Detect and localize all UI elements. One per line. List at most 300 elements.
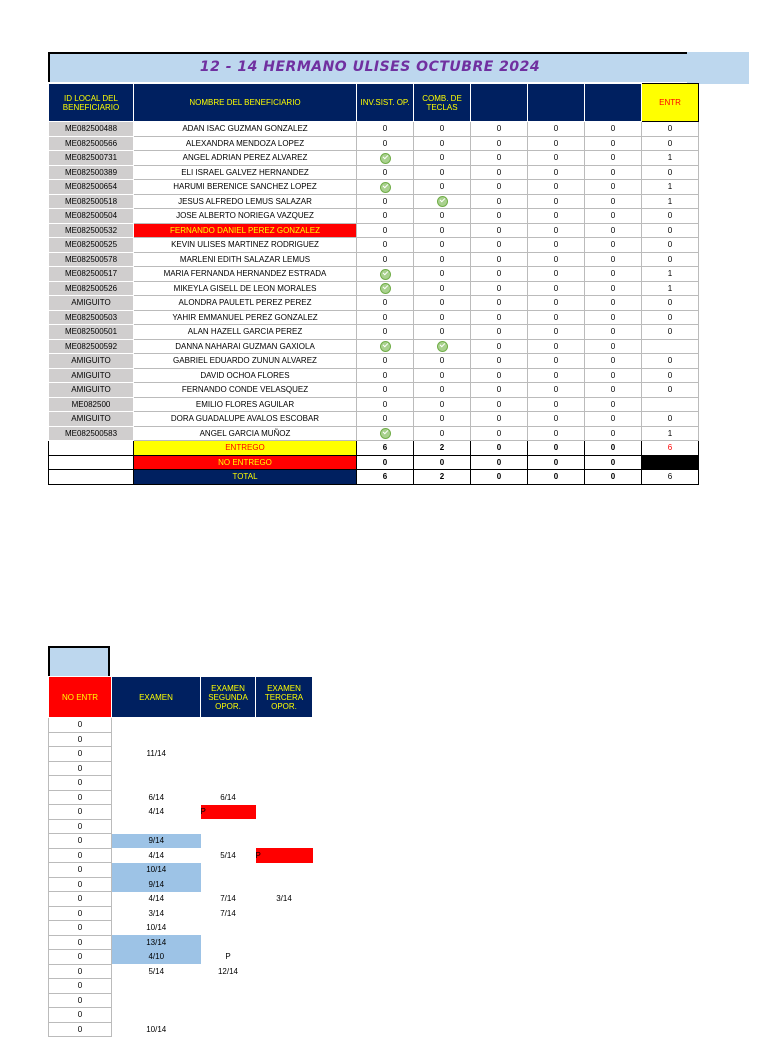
examen-segunda-cell[interactable] (201, 819, 256, 834)
value-cell[interactable]: 0 (642, 122, 699, 137)
value-cell[interactable]: 0 (471, 354, 528, 369)
examen-tercera-cell[interactable] (256, 718, 313, 733)
value-cell[interactable]: 0 (414, 397, 471, 412)
examen-cell[interactable] (112, 1008, 201, 1023)
value-cell[interactable]: 0 (585, 426, 642, 441)
value-cell[interactable]: 0 (471, 325, 528, 340)
beneficiary-name-cell[interactable]: ALAN HAZELL GARCIA PEREZ (134, 325, 357, 340)
examen-cell[interactable]: 10/14 (112, 863, 201, 878)
value-cell[interactable]: 0 (471, 383, 528, 398)
value-cell[interactable]: 0 (528, 165, 585, 180)
no-entr-cell[interactable]: 0 (49, 819, 112, 834)
value-cell[interactable]: 0 (528, 397, 585, 412)
beneficiary-name-cell[interactable]: YAHIR EMMANUEL PEREZ GONZALEZ (134, 310, 357, 325)
value-cell[interactable]: 0 (471, 267, 528, 282)
header-comb-teclas[interactable]: COMB. DE TECLAS (414, 84, 471, 122)
examen-segunda-cell[interactable] (201, 993, 256, 1008)
value-cell[interactable]: 0 (585, 136, 642, 151)
no-entr-cell[interactable]: 0 (49, 848, 112, 863)
examen-tercera-cell[interactable] (256, 747, 313, 762)
no-entr-cell[interactable]: 0 (49, 732, 112, 747)
value-cell[interactable]: 0 (528, 194, 585, 209)
summary-value[interactable]: 0 (528, 455, 585, 470)
examen-cell[interactable] (112, 979, 201, 994)
examen-segunda-cell[interactable] (201, 1008, 256, 1023)
summary-label[interactable]: TOTAL (134, 470, 357, 485)
value-cell[interactable]: 0 (414, 180, 471, 195)
beneficiary-name-cell[interactable]: ANGEL ADRIAN PEREZ ALVAREZ (134, 151, 357, 166)
beneficiary-name-cell[interactable]: MARLENI EDITH SALAZAR LEMUS (134, 252, 357, 267)
value-cell[interactable]: 0 (471, 310, 528, 325)
checkmark-cell[interactable] (357, 180, 414, 195)
examen-tercera-cell[interactable] (256, 1022, 313, 1037)
value-cell[interactable]: 1 (642, 426, 699, 441)
value-cell[interactable]: 0 (414, 368, 471, 383)
value-cell[interactable]: 0 (528, 281, 585, 296)
summary-value[interactable]: 6 (642, 470, 699, 485)
header-id[interactable]: ID LOCAL DEL BENEFICIARIO (49, 84, 134, 122)
summary-value[interactable]: 0 (585, 455, 642, 470)
value-cell[interactable]: 0 (528, 354, 585, 369)
examen-tercera-cell[interactable] (256, 834, 313, 849)
examen-tercera-cell[interactable] (256, 863, 313, 878)
value-cell[interactable]: 1 (642, 194, 699, 209)
value-cell[interactable]: 0 (471, 339, 528, 354)
beneficiary-name-cell[interactable]: JOSE ALBERTO NORIEGA VAZQUEZ (134, 209, 357, 224)
header-name[interactable]: NOMBRE DEL BENEFICIARIO (134, 84, 357, 122)
summary-value[interactable]: 0 (528, 470, 585, 485)
value-cell[interactable]: 0 (357, 354, 414, 369)
value-cell[interactable]: 0 (585, 325, 642, 340)
value-cell[interactable]: 0 (585, 151, 642, 166)
value-cell[interactable]: 0 (414, 296, 471, 311)
examen-cell[interactable]: 9/14 (112, 877, 201, 892)
examen-segunda-cell[interactable] (201, 776, 256, 791)
value-cell[interactable]: 0 (642, 296, 699, 311)
value-cell[interactable]: 0 (471, 368, 528, 383)
examen-cell[interactable]: 4/10 (112, 950, 201, 965)
value-cell[interactable]: 1 (642, 267, 699, 282)
no-entr-cell[interactable]: 0 (49, 964, 112, 979)
value-cell[interactable]: 0 (528, 267, 585, 282)
examen-cell[interactable] (112, 732, 201, 747)
value-cell[interactable]: 0 (471, 252, 528, 267)
value-cell[interactable] (642, 397, 699, 412)
value-cell[interactable]: 0 (585, 383, 642, 398)
value-cell[interactable]: 0 (528, 412, 585, 427)
value-cell[interactable]: 0 (642, 412, 699, 427)
beneficiary-name-cell[interactable]: FERNANDO DANIEL PEREZ GONZALEZ (134, 223, 357, 238)
value-cell[interactable]: 0 (528, 325, 585, 340)
value-cell[interactable]: 0 (528, 368, 585, 383)
examen-tercera-cell[interactable] (256, 950, 313, 965)
value-cell[interactable]: 0 (585, 281, 642, 296)
summary-value[interactable]: 6 (357, 470, 414, 485)
examen-cell[interactable]: 3/14 (148, 908, 165, 918)
value-cell[interactable]: 0 (585, 339, 642, 354)
examen-tercera-cell[interactable] (256, 790, 313, 805)
value-cell[interactable]: 0 (414, 238, 471, 253)
value-cell[interactable]: 0 (642, 209, 699, 224)
header-entr[interactable]: ENTR (642, 84, 699, 122)
value-cell[interactable]: 0 (357, 136, 414, 151)
value-cell[interactable]: 0 (528, 136, 585, 151)
beneficiary-name-cell[interactable]: ALEXANDRA MENDOZA LOPEZ (134, 136, 357, 151)
value-cell[interactable] (642, 339, 699, 354)
examen-segunda-cell[interactable]: 5/14 (220, 850, 236, 860)
examen-segunda-cell[interactable] (201, 863, 256, 878)
summary-value[interactable]: 6 (357, 441, 414, 456)
value-cell[interactable]: 0 (414, 223, 471, 238)
header-col4[interactable] (528, 84, 585, 122)
no-entr-cell[interactable]: 0 (49, 892, 112, 907)
value-cell[interactable]: 0 (585, 267, 642, 282)
checkmark-cell[interactable] (357, 281, 414, 296)
no-entr-cell[interactable]: 0 (49, 776, 112, 791)
examen-tercera-cell[interactable] (256, 906, 313, 921)
value-cell[interactable]: 0 (414, 426, 471, 441)
examen-segunda-cell[interactable]: P (225, 952, 231, 962)
value-cell[interactable]: 0 (585, 122, 642, 137)
examen-tercera-cell[interactable] (256, 877, 313, 892)
beneficiary-id-cell[interactable]: ME082500526 (49, 281, 134, 296)
examen-tercera-cell[interactable] (256, 979, 313, 994)
value-cell[interactable]: 0 (585, 165, 642, 180)
value-cell[interactable]: 0 (471, 397, 528, 412)
beneficiary-id-cell[interactable]: ME082500525 (49, 238, 134, 253)
no-entr-cell[interactable]: 0 (49, 921, 112, 936)
checkmark-cell[interactable] (414, 339, 471, 354)
no-entr-cell[interactable]: 0 (49, 718, 112, 733)
value-cell[interactable]: 0 (642, 252, 699, 267)
summary-value[interactable]: 0 (414, 455, 471, 470)
value-cell[interactable]: 0 (414, 122, 471, 137)
exam-table (48, 676, 313, 1037)
value-cell[interactable]: 0 (471, 180, 528, 195)
examen-segunda-cell[interactable]: 7/14 (220, 894, 236, 904)
value-cell[interactable]: 0 (528, 383, 585, 398)
value-cell[interactable]: 0 (528, 296, 585, 311)
value-cell[interactable]: 0 (528, 426, 585, 441)
value-cell[interactable]: 0 (471, 209, 528, 224)
examen-cell[interactable]: 4/14 (148, 807, 165, 817)
examen-cell[interactable] (112, 761, 201, 776)
header-no-entr[interactable]: NO ENTR (49, 677, 112, 718)
beneficiary-name-cell[interactable]: ADAN ISAC GUZMAN GONZALEZ (134, 122, 357, 137)
beneficiary-name-cell[interactable]: DAVID OCHOA FLORES (134, 368, 357, 383)
beneficiary-id-cell[interactable]: ME082500578 (49, 252, 134, 267)
value-cell[interactable]: 0 (357, 412, 414, 427)
beneficiary-name-cell[interactable]: MARIA FERNANDA HERNANDEZ ESTRADA (134, 267, 357, 282)
value-cell[interactable]: 0 (414, 354, 471, 369)
value-cell[interactable]: 0 (585, 252, 642, 267)
summary-value[interactable]: 0 (471, 441, 528, 456)
value-cell[interactable]: 0 (528, 339, 585, 354)
no-entr-cell[interactable]: 0 (49, 993, 112, 1008)
summary-value[interactable]: 6 (642, 441, 699, 456)
beneficiary-id-cell[interactable]: AMIGUITO (49, 412, 134, 427)
examen-segunda-cell[interactable] (201, 1022, 256, 1037)
beneficiary-id-cell[interactable]: ME082500488 (49, 122, 134, 137)
value-cell[interactable]: 0 (414, 151, 471, 166)
value-cell[interactable]: 0 (414, 281, 471, 296)
beneficiary-name-cell[interactable]: HARUMI BERENICE SANCHEZ LOPEZ (134, 180, 357, 195)
examen-tercera-cell[interactable] (256, 993, 313, 1008)
beneficiary-name-cell[interactable]: DORA GUADALUPE AVALOS ESCOBAR (134, 412, 357, 427)
examen-segunda-cell[interactable]: 7/14 (220, 908, 236, 918)
value-cell[interactable]: 0 (357, 397, 414, 412)
value-cell[interactable]: 0 (642, 325, 699, 340)
examen-cell[interactable]: 4/14 (148, 850, 165, 860)
examen-segunda-cell[interactable] (201, 877, 256, 892)
beneficiary-id-cell[interactable]: ME082500501 (49, 325, 134, 340)
examen-segunda-cell[interactable] (201, 834, 256, 849)
examen-segunda-cell[interactable] (201, 935, 256, 950)
examen-segunda-cell[interactable] (201, 718, 256, 733)
beneficiary-id-cell[interactable]: ME082500518 (49, 194, 134, 209)
beneficiary-id-cell[interactable]: ME082500566 (49, 136, 134, 151)
examen-segunda-cell[interactable] (201, 979, 256, 994)
no-entr-cell[interactable]: 0 (49, 1008, 112, 1023)
value-cell[interactable]: 0 (414, 252, 471, 267)
beneficiary-id-cell[interactable]: ME082500504 (49, 209, 134, 224)
value-cell[interactable]: 0 (585, 310, 642, 325)
value-cell[interactable]: 0 (471, 165, 528, 180)
value-cell[interactable]: 0 (642, 165, 699, 180)
no-entr-cell[interactable]: 0 (49, 906, 112, 921)
value-cell[interactable]: 0 (528, 252, 585, 267)
value-cell[interactable]: 0 (414, 383, 471, 398)
examen-cell[interactable]: 6/14 (148, 792, 165, 802)
value-cell[interactable]: 0 (357, 238, 414, 253)
examen-segunda-cell[interactable] (201, 732, 256, 747)
value-cell[interactable]: 0 (414, 136, 471, 151)
beneficiary-id-cell[interactable]: AMIGUITO (49, 368, 134, 383)
examen-cell[interactable]: 5/14 (148, 966, 165, 976)
value-cell[interactable]: 0 (357, 252, 414, 267)
checkmark-cell[interactable] (414, 194, 471, 209)
value-cell[interactable]: 0 (471, 281, 528, 296)
summary-value[interactable]: 0 (471, 470, 528, 485)
examen-segunda-cell[interactable] (201, 747, 256, 762)
value-cell[interactable]: 0 (528, 151, 585, 166)
header-examen[interactable]: EXAMEN (112, 677, 201, 718)
examen-segunda-cell[interactable] (201, 921, 256, 936)
value-cell[interactable]: 0 (357, 194, 414, 209)
beneficiary-name-cell[interactable]: GABRIEL EDUARDO ZUNUN ALVAREZ (134, 354, 357, 369)
examen-cell[interactable] (112, 993, 201, 1008)
value-cell[interactable]: 0 (585, 368, 642, 383)
header-col3[interactable] (471, 84, 528, 122)
value-cell[interactable]: 0 (585, 354, 642, 369)
no-entr-cell[interactable]: 0 (49, 747, 112, 762)
examen-cell[interactable]: 4/14 (148, 894, 165, 904)
summary-value[interactable]: 0 (528, 441, 585, 456)
no-entr-cell[interactable]: 0 (49, 950, 112, 965)
examen-segunda-cell[interactable]: 12/14 (217, 966, 239, 976)
no-entr-cell[interactable]: 0 (49, 805, 112, 820)
beneficiary-id-cell[interactable]: AMIGUITO (49, 354, 134, 369)
examen-segunda-cell[interactable]: P (201, 805, 256, 820)
no-entr-cell[interactable]: 0 (49, 979, 112, 994)
beneficiary-name-cell[interactable]: ELI ISRAEL GALVEZ HERNANDEZ (134, 165, 357, 180)
value-cell[interactable]: 0 (528, 180, 585, 195)
value-cell[interactable]: 0 (471, 223, 528, 238)
header-examen-tercera[interactable]: EXAMEN TERCERA OPOR. (256, 677, 313, 718)
examen-tercera-cell[interactable] (256, 1008, 313, 1023)
examen-tercera-cell[interactable] (256, 732, 313, 747)
beneficiary-id-cell[interactable]: ME082500532 (49, 223, 134, 238)
beneficiary-id-cell[interactable]: AMIGUITO (49, 383, 134, 398)
examen-segunda-cell[interactable] (201, 761, 256, 776)
value-cell[interactable]: 1 (642, 180, 699, 195)
value-cell[interactable]: 0 (585, 194, 642, 209)
beneficiary-id-cell[interactable]: ME082500592 (49, 339, 134, 354)
value-cell[interactable]: 0 (357, 310, 414, 325)
beneficiary-name-cell[interactable]: DANNA NAHARAI GUZMAN GAXIOLA (134, 339, 357, 354)
header-inv-sist[interactable]: INV.SIST. OP. (357, 84, 414, 122)
value-cell[interactable]: 0 (642, 383, 699, 398)
value-cell[interactable]: 0 (357, 122, 414, 137)
value-cell[interactable]: 0 (357, 296, 414, 311)
summary-value[interactable]: 2 (414, 441, 471, 456)
value-cell[interactable]: 0 (471, 426, 528, 441)
summary-value[interactable]: 0 (585, 470, 642, 485)
examen-cell[interactable]: 10/14 (146, 923, 167, 933)
value-cell[interactable]: 0 (414, 267, 471, 282)
examen-cell[interactable]: 13/14 (112, 935, 201, 950)
beneficiary-name-cell[interactable]: KEVIN ULISES MARTINEZ RODRIGUEZ (134, 238, 357, 253)
value-cell[interactable]: 0 (642, 136, 699, 151)
value-cell[interactable]: 0 (642, 354, 699, 369)
value-cell[interactable]: 0 (414, 412, 471, 427)
table-row (49, 339, 699, 354)
value-cell[interactable]: 0 (357, 383, 414, 398)
beneficiary-name-cell[interactable]: JESUS ALFREDO LEMUS SALAZAR (134, 194, 357, 209)
summary-label[interactable]: ENTREGO (134, 441, 357, 456)
examen-cell[interactable]: 10/14 (146, 1024, 167, 1034)
examen-cell[interactable]: 9/14 (112, 834, 201, 849)
checkmark-cell[interactable] (357, 426, 414, 441)
beneficiary-id-cell[interactable]: ME082500 (49, 397, 134, 412)
value-cell[interactable]: 0 (357, 223, 414, 238)
examen-tercera-cell[interactable] (256, 761, 313, 776)
value-cell[interactable]: 0 (357, 325, 414, 340)
examen-cell[interactable]: 11/14 (146, 749, 166, 759)
value-cell[interactable]: 0 (471, 296, 528, 311)
value-cell[interactable]: 0 (357, 368, 414, 383)
value-cell[interactable]: 0 (642, 368, 699, 383)
value-cell[interactable]: 0 (471, 122, 528, 137)
examen-tercera-cell[interactable] (256, 935, 313, 950)
checkmark-cell[interactable] (357, 151, 414, 166)
examen-cell[interactable] (112, 819, 201, 834)
value-cell[interactable]: 0 (642, 238, 699, 253)
beneficiary-name-cell[interactable]: EMILIO FLORES AGUILAR (134, 397, 357, 412)
value-cell[interactable]: 0 (528, 209, 585, 224)
examen-tercera-cell[interactable] (256, 805, 313, 820)
examen-cell[interactable] (112, 718, 201, 733)
summary-value[interactable]: 0 (585, 441, 642, 456)
beneficiary-id-cell[interactable]: ME082500583 (49, 426, 134, 441)
value-cell[interactable]: 0 (471, 412, 528, 427)
summary-label[interactable]: NO ENTREGO (134, 455, 357, 470)
beneficiary-id-cell[interactable]: ME082500654 (49, 180, 134, 195)
value-cell[interactable]: 0 (528, 310, 585, 325)
header-examen-segunda[interactable]: EXAMEN SEGUNDA OPOR. (201, 677, 256, 718)
value-cell[interactable]: 0 (585, 209, 642, 224)
examen-tercera-cell[interactable] (256, 964, 313, 979)
beneficiary-id-cell[interactable]: ME082500503 (49, 310, 134, 325)
value-cell[interactable]: 0 (414, 310, 471, 325)
no-entr-cell[interactable]: 0 (49, 877, 112, 892)
value-cell[interactable]: 0 (585, 296, 642, 311)
checkmark-cell[interactable] (357, 339, 414, 354)
no-entr-cell[interactable]: 0 (49, 863, 112, 878)
beneficiary-name-cell[interactable]: MIKEYLA GISELL DE LEON MORALES (134, 281, 357, 296)
value-cell[interactable]: 0 (471, 238, 528, 253)
beneficiary-id-cell[interactable]: ME082500389 (49, 165, 134, 180)
checkmark-cell[interactable] (357, 267, 414, 282)
value-cell[interactable]: 0 (528, 238, 585, 253)
summary-value[interactable]: 0 (471, 455, 528, 470)
no-entr-cell[interactable]: 0 (49, 1022, 112, 1037)
beneficiary-id-cell[interactable]: ME082500517 (49, 267, 134, 282)
summary-value[interactable]: 0 (357, 455, 414, 470)
value-cell[interactable]: 0 (471, 151, 528, 166)
value-cell[interactable]: 0 (357, 209, 414, 224)
value-cell[interactable]: 0 (642, 310, 699, 325)
value-cell[interactable]: 0 (414, 165, 471, 180)
value-cell[interactable]: 0 (585, 223, 642, 238)
value-cell[interactable]: 1 (642, 281, 699, 296)
value-cell[interactable]: 0 (585, 412, 642, 427)
value-cell[interactable]: 0 (357, 165, 414, 180)
examen-segunda-cell[interactable]: 6/14 (220, 792, 236, 802)
value-cell[interactable]: 0 (528, 223, 585, 238)
value-cell[interactable]: 0 (414, 325, 471, 340)
value-cell[interactable]: 0 (585, 397, 642, 412)
examen-tercera-cell[interactable]: P (256, 848, 313, 863)
examen-tercera-cell[interactable] (256, 776, 313, 791)
examen-tercera-cell[interactable] (256, 819, 313, 834)
summary-value[interactable] (642, 455, 699, 470)
no-entr-cell[interactable]: 0 (49, 935, 112, 950)
value-cell[interactable]: 0 (585, 238, 642, 253)
no-entr-cell[interactable]: 0 (49, 761, 112, 776)
table-row (49, 368, 699, 383)
value-cell[interactable]: 1 (642, 151, 699, 166)
value-cell[interactable]: 0 (471, 194, 528, 209)
header-col5[interactable] (585, 84, 642, 122)
no-entr-cell[interactable]: 0 (49, 834, 112, 849)
value-cell[interactable]: 0 (585, 180, 642, 195)
value-cell[interactable]: 0 (528, 122, 585, 137)
value-cell[interactable]: 0 (471, 136, 528, 151)
value-cell[interactable]: 0 (642, 223, 699, 238)
beneficiary-id-cell[interactable]: ME082500731 (49, 151, 134, 166)
beneficiary-id-cell[interactable]: AMIGUITO (49, 296, 134, 311)
beneficiary-name-cell[interactable]: ANGEL GARCIA MUÑOZ (134, 426, 357, 441)
value-cell[interactable]: 0 (414, 209, 471, 224)
no-entr-cell[interactable]: 0 (49, 790, 112, 805)
examen-cell[interactable] (112, 776, 201, 791)
beneficiary-name-cell[interactable]: FERNANDO CONDE VELASQUEZ (134, 383, 357, 398)
beneficiary-name-cell[interactable]: ALONDRA PAULETL PEREZ PEREZ (134, 296, 357, 311)
examen-tercera-cell[interactable] (256, 921, 313, 936)
examen-tercera-cell[interactable]: 3/14 (276, 894, 292, 904)
summary-value[interactable]: 2 (414, 470, 471, 485)
